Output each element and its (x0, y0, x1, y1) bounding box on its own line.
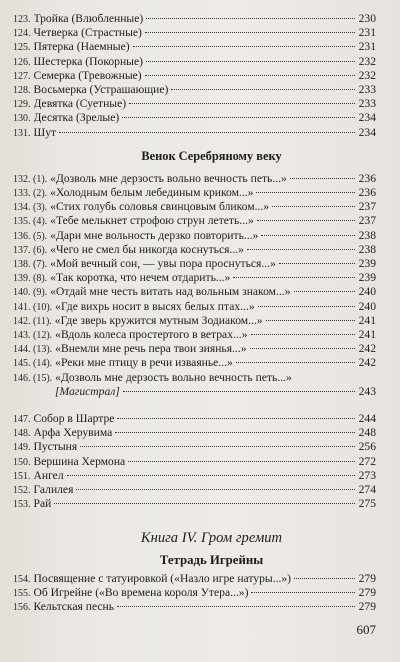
dot-leader (247, 248, 355, 250)
entry-number: 137. (6). (13, 244, 48, 256)
entry-page: 232 (358, 68, 376, 82)
entry-number: 142. (11). (13, 315, 52, 327)
entry-title: «Реки мне птицу в речи изваянье...» (55, 356, 233, 370)
entry-title: Семерка (Тревожные) (33, 68, 142, 82)
dot-leader (272, 205, 355, 207)
dot-leader (266, 319, 355, 321)
toc-entry (13, 356, 376, 370)
toc-entry (13, 483, 376, 497)
toc-entry (13, 440, 376, 454)
entry-number: 149. (13, 442, 31, 454)
entry-page: 231 (358, 40, 376, 54)
entry-page: 275 (358, 497, 376, 511)
entry-page: 233 (358, 97, 376, 111)
toc-entry (13, 342, 376, 356)
entry-title: Рай (33, 497, 52, 511)
entry-number: 140. (9). (13, 287, 48, 299)
toc-entry (13, 69, 376, 83)
entry-page: 239 (358, 257, 376, 271)
toc-entry (13, 40, 376, 54)
entry-number: 143. (12). (13, 330, 53, 342)
entry-page: 241 (358, 328, 376, 342)
toc-entry (13, 497, 376, 511)
entry-page: 242 (358, 356, 376, 370)
entry-title: Десятка (Зрелые) (33, 111, 120, 125)
entry-number: 153. (13, 499, 31, 511)
entry-number: 145. (14). (13, 358, 53, 370)
entry-title: «Дозволь мне дерзость вольно вечность петь...» (55, 370, 292, 384)
entry-number: 136. (5). (13, 230, 48, 242)
entry-page: 274 (358, 483, 376, 497)
entry-number: 135. (4). (13, 216, 48, 228)
entry-number: 131. (13, 127, 31, 139)
notebook-title: Тетрадь Игрейны (159, 552, 264, 567)
entry-number: 146. (15). (13, 372, 53, 384)
entry-page: 231 (358, 26, 376, 40)
entry-title: «Мой вечный сон, — увы пора проснуться...» (50, 257, 276, 271)
dot-leader (76, 488, 355, 490)
entry-page: 238 (358, 242, 376, 256)
toc-entry (13, 412, 376, 426)
entry-title: «Стих голубь соловья свинцовым бликом...» (50, 200, 270, 214)
dot-leader (233, 276, 355, 278)
entry-title: Об Игрейне («Во времена короля Утера...») (33, 585, 249, 599)
dot-leader (261, 234, 355, 236)
dot-leader (59, 131, 355, 133)
entry-title: Четверка (Страстные) (33, 26, 142, 40)
entry-title: «Вдоль колеса простертого в ветрах...» (55, 328, 248, 342)
toc-entry (13, 600, 376, 614)
toc-entry (13, 55, 376, 69)
dot-leader (279, 262, 355, 264)
toc-entry (13, 426, 376, 440)
dot-leader (146, 60, 355, 62)
entry-number: 125. (13, 42, 31, 54)
entry-subtitle: [Магистрал] (55, 384, 120, 398)
toc-entry (13, 200, 376, 214)
entry-title: «Отдай мне честь витать над вольным знаком...» (50, 285, 291, 299)
entry-title: Девятка (Суетные) (33, 97, 127, 111)
entry-number: 156. (13, 601, 31, 613)
toc-entry (13, 469, 376, 483)
entry-page: 240 (358, 285, 376, 299)
entry-page: 243 (358, 384, 376, 398)
entry-title: «Внемли мне речь пера твои зиянья...» (55, 342, 247, 356)
dot-leader (251, 591, 355, 593)
entry-page: 230 (358, 12, 376, 25)
entry-number: 148. (13, 428, 31, 440)
toc-entry (13, 586, 376, 600)
entry-page: 242 (358, 342, 376, 356)
entry-title: Пустыня (33, 440, 78, 454)
toc-entry (13, 83, 376, 97)
dot-leader (122, 116, 355, 118)
dot-leader (171, 88, 355, 90)
toc-entry (13, 257, 376, 271)
dot-leader (146, 17, 355, 19)
dot-leader (80, 445, 355, 447)
entry-page: 279 (358, 585, 376, 599)
toc-entry (13, 243, 376, 257)
dot-leader (294, 577, 355, 579)
dot-leader (251, 333, 356, 335)
entry-page: 234 (358, 111, 376, 125)
toc-entry (13, 328, 376, 342)
toc-entry (13, 314, 376, 328)
toc-entry (13, 172, 376, 186)
toc-entry (13, 214, 376, 228)
entry-title: «Дари мне вольность дерзко повторить...» (50, 228, 259, 242)
entry-title: «Чего не смел бы никогда коснуться...» (50, 242, 244, 256)
dot-leader (256, 191, 355, 193)
toc-entry (13, 126, 376, 140)
entry-page: 236 (358, 171, 376, 185)
entry-title: Арфа Херувима (33, 426, 113, 440)
toc-entry (13, 285, 376, 299)
toc-entry (13, 97, 376, 111)
entry-title: «Где вихрь носит в высях белых птах...» (55, 299, 255, 313)
entry-title: «Так коротка, что нечем отдарить...» (50, 271, 231, 285)
toc-entry (13, 455, 376, 469)
entry-number: 152. (13, 485, 31, 497)
entry-page: 272 (358, 454, 376, 468)
entry-title: Собор в Шартре (33, 412, 115, 426)
entry-number: 127. (13, 70, 31, 82)
entry-title: Ангел (33, 468, 64, 482)
entry-number: 141. (10). (13, 301, 53, 313)
entry-number: 126. (13, 56, 31, 68)
entry-page: 244 (358, 412, 376, 426)
entry-number: 147. (13, 414, 31, 426)
toc-entry (13, 229, 376, 243)
dot-leader (67, 474, 355, 476)
entry-number: 132. (1). (13, 173, 48, 185)
entry-number: 155. (13, 587, 31, 599)
dot-leader (117, 605, 355, 607)
entry-number: 154. (13, 573, 31, 585)
entry-number: 128. (13, 85, 31, 97)
toc-entry (13, 111, 376, 125)
entry-page: 256 (358, 440, 376, 454)
toc-entry (13, 300, 376, 314)
entry-page: 237 (358, 214, 376, 228)
dot-leader (54, 502, 355, 504)
page-number: 607 (356, 622, 376, 637)
dot-leader (115, 431, 355, 433)
entry-title: Вершина Хермона (33, 454, 126, 468)
toc-section-items (13, 172, 376, 398)
dot-leader (133, 45, 355, 47)
entry-title: Восьмерка (Устрашающие) (33, 83, 169, 97)
entry-title: «Холодным белым лебединым криком...» (50, 186, 254, 200)
book-title: Книга IV. Гром гремит (140, 529, 283, 546)
dot-leader (250, 347, 355, 349)
entry-number: 123. (13, 14, 31, 25)
entry-page: 238 (358, 228, 376, 242)
dot-leader (117, 417, 355, 419)
entry-page: 232 (358, 54, 376, 68)
entry-page: 236 (358, 186, 376, 200)
toc-entry-continuation (13, 385, 376, 398)
table-of-contents (13, 12, 376, 614)
dot-leader (145, 74, 355, 76)
entry-title: Шут (33, 125, 57, 139)
entry-number: 138. (7). (13, 259, 48, 271)
toc-block-1 (13, 12, 376, 140)
entry-number: 134. (3). (13, 202, 48, 214)
toc-entry (13, 572, 376, 586)
toc-entry (13, 186, 376, 200)
entry-number: 139. (8). (13, 273, 48, 285)
entry-page: 279 (358, 599, 376, 613)
dot-leader (236, 361, 355, 363)
entry-page: 248 (358, 426, 376, 440)
toc-entry (13, 271, 376, 285)
entry-title: «Дозволь мне дерзость вольно вечность петь...» (50, 171, 287, 185)
entry-title: Кельтская песнь (33, 599, 115, 613)
dot-leader (290, 177, 355, 179)
entry-page: 273 (358, 468, 376, 482)
toc-entry (13, 26, 376, 40)
entry-page: 241 (358, 313, 376, 327)
dot-leader (258, 305, 355, 307)
dot-leader (123, 390, 355, 392)
entry-page: 239 (358, 271, 376, 285)
entry-number: 124. (13, 28, 31, 40)
toc-block-2 (13, 412, 376, 511)
toc-entry (13, 12, 376, 26)
entry-number: 144. (13). (13, 344, 53, 356)
entry-page: 234 (358, 125, 376, 139)
entry-page: 240 (358, 299, 376, 313)
toc-entry (13, 371, 376, 385)
entry-number: 133. (2). (13, 188, 48, 200)
entry-page: 233 (358, 83, 376, 97)
dot-leader (294, 290, 355, 292)
dot-leader (257, 219, 355, 221)
entry-number: 150. (13, 456, 31, 468)
entry-title: Пятерка (Наемные) (33, 40, 130, 54)
toc-block-3 (13, 572, 376, 615)
entry-page: 237 (358, 200, 376, 214)
entry-number: 151. (13, 470, 31, 482)
entry-number: 129. (13, 99, 31, 111)
entry-title: Шестерка (Покорные) (33, 54, 143, 68)
entry-page: 279 (358, 571, 376, 585)
entry-title: Тройка (Влюбленные) (33, 12, 144, 25)
section-title: Венок Серебряному веку (141, 148, 282, 163)
dot-leader (145, 31, 355, 33)
entry-number: 130. (13, 113, 31, 125)
entry-title: «Тебе мелькнет строфою струн лететь...» (50, 214, 254, 228)
entry-title: «Где зверь кружится мутным Зодиаком...» (54, 313, 263, 327)
dot-leader (128, 460, 355, 462)
entry-title: Посвящение с татуировкой («Назло игре натуры...») (33, 571, 292, 585)
dot-leader (129, 102, 355, 104)
entry-title: Галилея (33, 483, 74, 497)
spacer (13, 398, 376, 412)
